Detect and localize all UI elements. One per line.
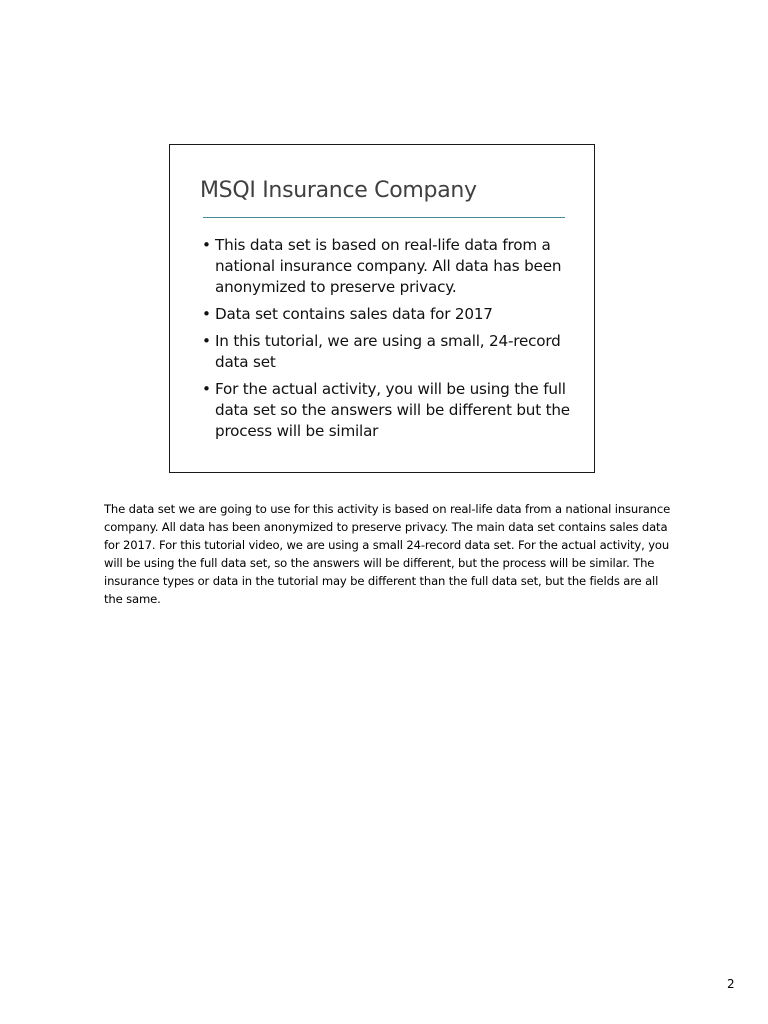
slide-bullet-text: This data set is based on real-life data from a national insurance company. All data has been anonymized to preserve privacy.	[215, 236, 562, 296]
slide-bullet	[202, 331, 572, 373]
bullet-icon: •	[202, 380, 211, 398]
slide-title: MSQI Insurance Company	[200, 178, 477, 203]
slide-bullet-text: For the actual activity, you will be using the full data set so the answers will be different but the process will be similar	[215, 380, 570, 440]
slide-bullet-text: In this tutorial, we are using a small, 24-record data set	[215, 332, 561, 371]
page-number: 2	[727, 977, 735, 991]
speaker-notes: The data set we are going to use for this activity is based on real-life data from a national insurance company. All data has been anonymized to preserve privacy. The main data set contains sales data for 2017. For this tutorial video, we are using a small 24-record data set. For the actual activity, you will be using the full data set, so the answers will be different, but the process will be similar. The insurance types or data in the tutorial may be different than the full data set, but the fields are all the same.	[104, 502, 671, 606]
slide-bullet-list	[202, 235, 572, 448]
bullet-icon: •	[202, 332, 211, 350]
title-divider	[203, 217, 565, 218]
bullet-icon: •	[202, 236, 211, 254]
slide-bullet	[202, 235, 572, 298]
slide-bullet-text: Data set contains sales data for 2017	[215, 305, 493, 323]
slide-thumbnail	[169, 144, 595, 473]
slide-bullet	[202, 304, 572, 325]
slide-bullet	[202, 379, 572, 442]
bullet-icon: •	[202, 305, 211, 323]
